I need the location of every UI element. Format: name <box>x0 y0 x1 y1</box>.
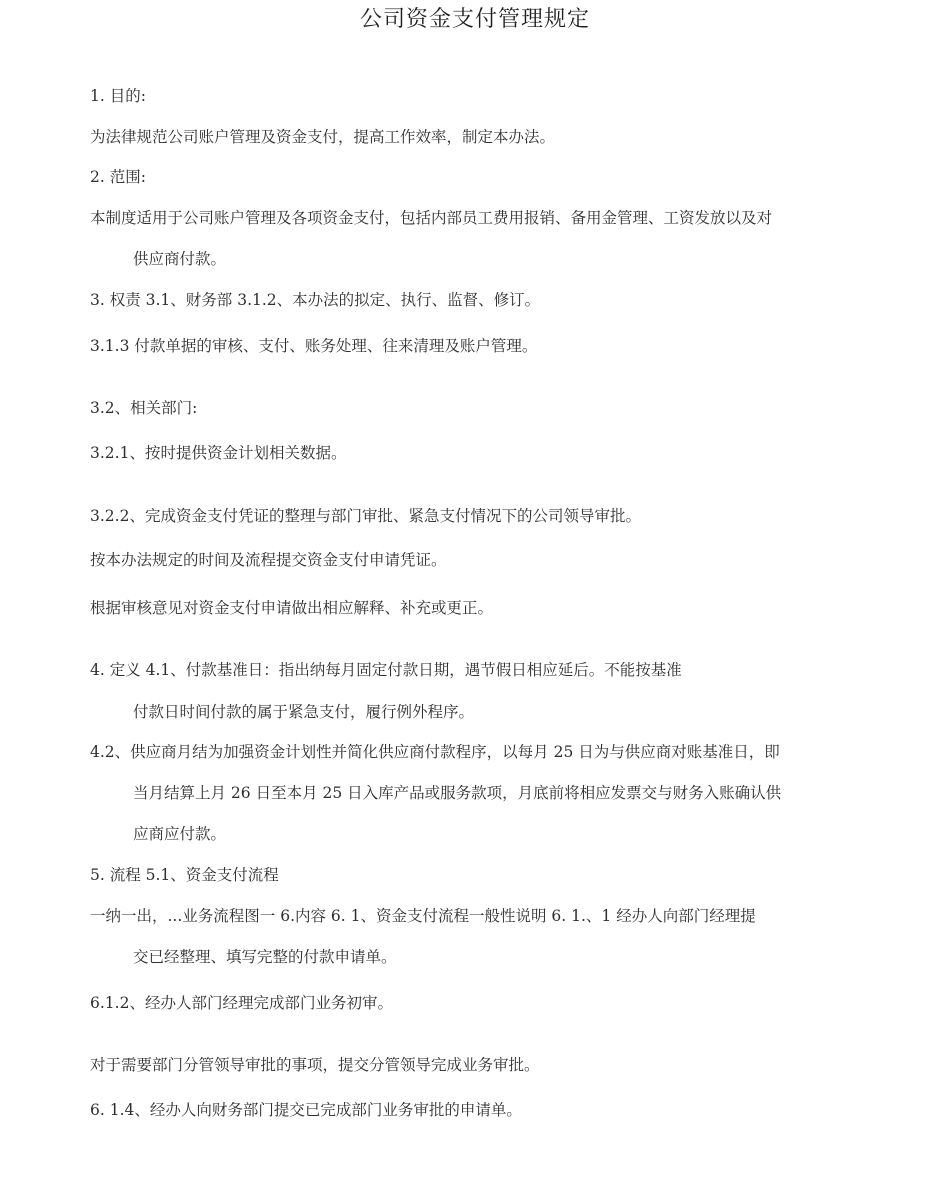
paragraph-6-1: 一纳一出，...业务流程图一 6.内容 6. 1、资金支付流程一般性说明 6. 1.、1 经办人向部门经理提 <box>90 907 756 925</box>
paragraph-4-2-continued-1: 当月结算上月 26 日至本月 25 日入库产品或服务款项，月底前将相应发票交与财务入账确认供 <box>133 784 782 802</box>
paragraph-4-1-continued: 付款日时间付款的属于紧急支付，履行例外程序。 <box>133 703 475 721</box>
document-title: 公司资金支付管理规定 <box>359 7 590 32</box>
paragraph-3-2: 3.2、相关部门: <box>90 399 198 417</box>
paragraph-scope: 本制度适用于公司账户管理及各项资金支付，包括内部员工费用报销、备用金管理、工资发放以及对 <box>90 209 773 227</box>
paragraph-submit: 按本办法规定的时间及流程提交资金支付申请凭证。 <box>90 551 447 569</box>
paragraph-scope-continued: 供应商付款。 <box>133 250 227 268</box>
section-5-heading: 5. 流程 5.1、资金支付流程 <box>90 866 279 884</box>
paragraph-6-1-4: 6. 1.4、经办人向财务部门提交已完成部门业务审批的申请单。 <box>90 1101 522 1119</box>
paragraph-3-2-1: 3.2.1、按时提供资金计划相关数据。 <box>90 444 347 462</box>
paragraph-purpose: 为法律规范公司账户管理及资金支付，提高工作效率，制定本办法。 <box>90 128 556 146</box>
paragraph-6-1-2: 6.1.2、经办人部门经理完成部门业务初审。 <box>90 994 393 1012</box>
section-1-heading: 1. 目的: <box>90 87 146 105</box>
paragraph-3-1-3: 3.1.3 付款单据的审核、支付、账务处理、往来清理及账户管理。 <box>90 337 538 355</box>
section-3-heading: 3. 权责 3.1、财务部 3.1.2、本办法的拟定、执行、监督、修订。 <box>90 291 541 309</box>
paragraph-review: 根据审核意见对资金支付申请做出相应解释、补充或更正。 <box>90 599 494 617</box>
paragraph-4-2: 4.2、供应商月结为加强资金计划性并简化供应商付款程序，以每月 25 日为与供应商对账基准日，即 <box>90 743 780 761</box>
paragraph-6-1-3: 对于需要部门分管领导审批的事项，提交分管领导完成业务审批。 <box>90 1056 540 1074</box>
paragraph-3-2-2: 3.2.2、完成资金支付凭证的整理与部门审批、紧急支付情况下的公司领导审批。 <box>90 507 641 525</box>
section-4-heading: 4. 定义 4.1、付款基准日：指出纳每月固定付款日期，遇节假日相应延后。不能按基准 <box>90 661 682 679</box>
section-2-heading: 2. 范围: <box>90 168 146 186</box>
paragraph-6-1-continued: 交已经整理、填写完整的付款申请单。 <box>133 948 397 966</box>
paragraph-4-2-continued-2: 应商应付款。 <box>133 825 227 843</box>
